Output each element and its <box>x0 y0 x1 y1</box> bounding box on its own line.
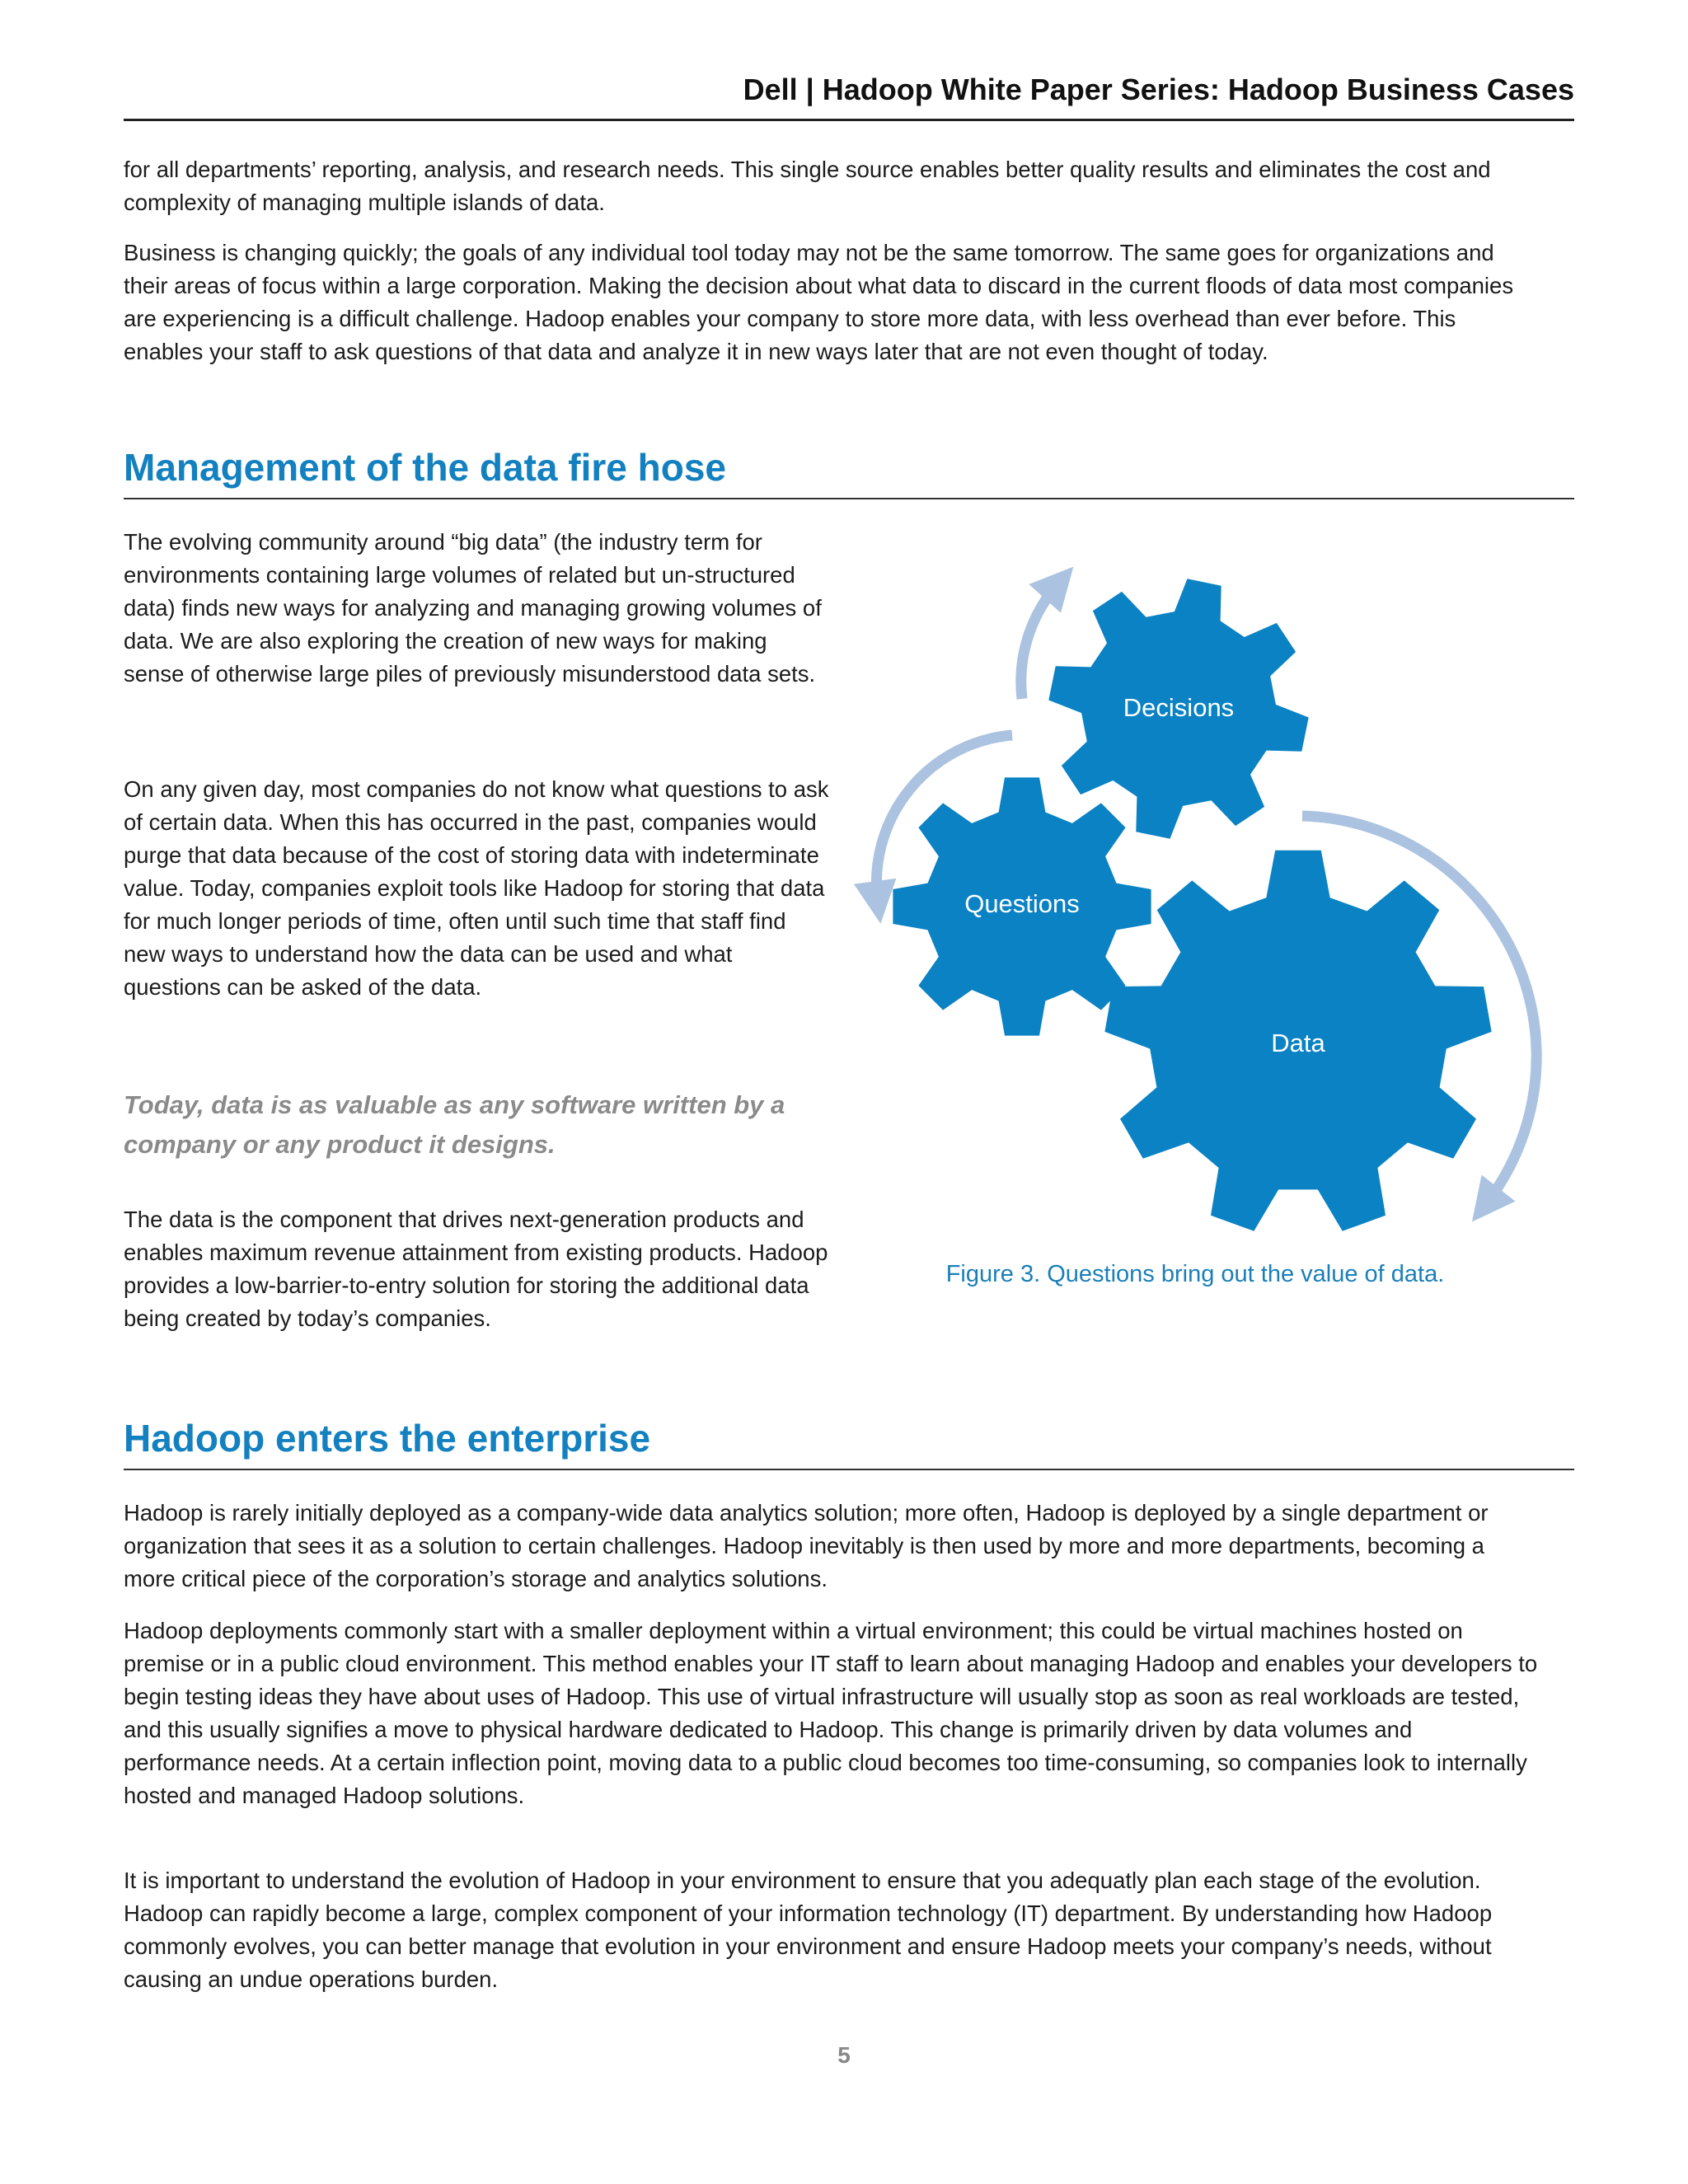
section-title-data-fire-hose: Management of the data fire hose <box>124 445 1574 499</box>
fire-hose-paragraph-1: The evolving community around “big data” (the industry term for environments containing large volumes of related but un-structured data) finds new ways for analyzing and managing growing volumes of data. We are also exploring the creation of new ways for making sense of otherwise large piles of previously misunderstood data sets. <box>124 529 822 687</box>
enterprise-paragraph-3: It is important to understand the evolution of Hadoop in your environment to ensure that you adequatly plan each stage of the evolution. Hadoop can rapidly become a large, complex component of your information technology (IT) department. By understanding how Hadoop commonly evolves, you can better manage that evolution in your environment and ensure Hadoop meets your company’s needs, without causing an undue operations burden. <box>124 1868 1493 1992</box>
intro-paragraph-1: for all departments’ reporting, analysis, and research needs. This single source enables better quality results and eliminates the cost and complexity of managing multiple islands of data. <box>124 157 1491 215</box>
gear-label-decisions: Decisions <box>1123 693 1235 722</box>
intro-paragraph-2: Business is changing quickly; the goals of any individual tool today may not be the same tomorrow. The same goes for organizations and their areas of focus within a large corporation. Making the decision about what data to discard in the current floods of data most companies are experiencing is a difficult challenge. Hadoop enables your company to store more data, with less overhead than ever before. This enables your staff to ask questions of that data and analyze it in new ways later that are not even thought of today. <box>124 240 1514 364</box>
running-header: Dell | Hadoop White Paper Series: Hadoop Business Cases <box>124 73 1574 121</box>
gears-figure <box>824 560 1582 1269</box>
enterprise-paragraph-1: Hadoop is rarely initially deployed as a company-wide data analytics solution; more often, Hadoop is deployed by a single department or organization that sees it as a solution to certain challenges. Hadoop inevitably is then used by more and more departments, becoming a more critical piece of the corporation’s storage and analytics solutions. <box>124 1500 1489 1591</box>
fire-hose-paragraph-2: On any given day, most companies do not know what questions to ask of certain data. When this has occurred in the past, companies would purge that data because of the cost of storing data with indeterminate value. Today, companies exploit tools like Hadoop for storing that data for much longer periods of time, often until such time that staff find new ways to understand how the data can be used and what questions can be asked of the data. <box>124 776 829 1000</box>
gears-diagram <box>824 560 1582 1269</box>
gear-label-data: Data <box>1271 1029 1325 1057</box>
gear-label-questions: Questions <box>964 889 1080 918</box>
page-number: 5 <box>837 2042 851 2068</box>
fire-hose-paragraph-3: The data is the component that drives next-generation products and enables maximum revenue attainment from existing products. Hadoop provides a low-barrier-to-entry solution for storing the additional data being created by today’s companies. <box>124 1207 828 1331</box>
enterprise-paragraph-2: Hadoop deployments commonly start with a smaller deployment within a virtual environment; this could be virtual machines hosted on premise or in a public cloud environment. This method enables your IT staff to learn about managing Hadoop and enables your developers to begin testing ideas they have about uses of Hadoop. This use of virtual infrastructure will usually stop as soon as real workloads are tested, and this usually signifies a move to physical hardware dedicated to Hadoop. This change is primarily driven by data volumes and performance needs. At a certain inflection point, moving data to a public cloud becomes too time-consuming, so companies look to internally hosted and managed Hadoop solutions. <box>124 1618 1538 1808</box>
section-title-enterprise: Hadoop enters the enterprise <box>124 1416 1574 1470</box>
figure-caption: Figure 3. Questions bring out the value of data. <box>945 1261 1445 1287</box>
pull-quote: Today, data is as valuable as any software written by a company or any product it designs. <box>124 1090 785 1159</box>
